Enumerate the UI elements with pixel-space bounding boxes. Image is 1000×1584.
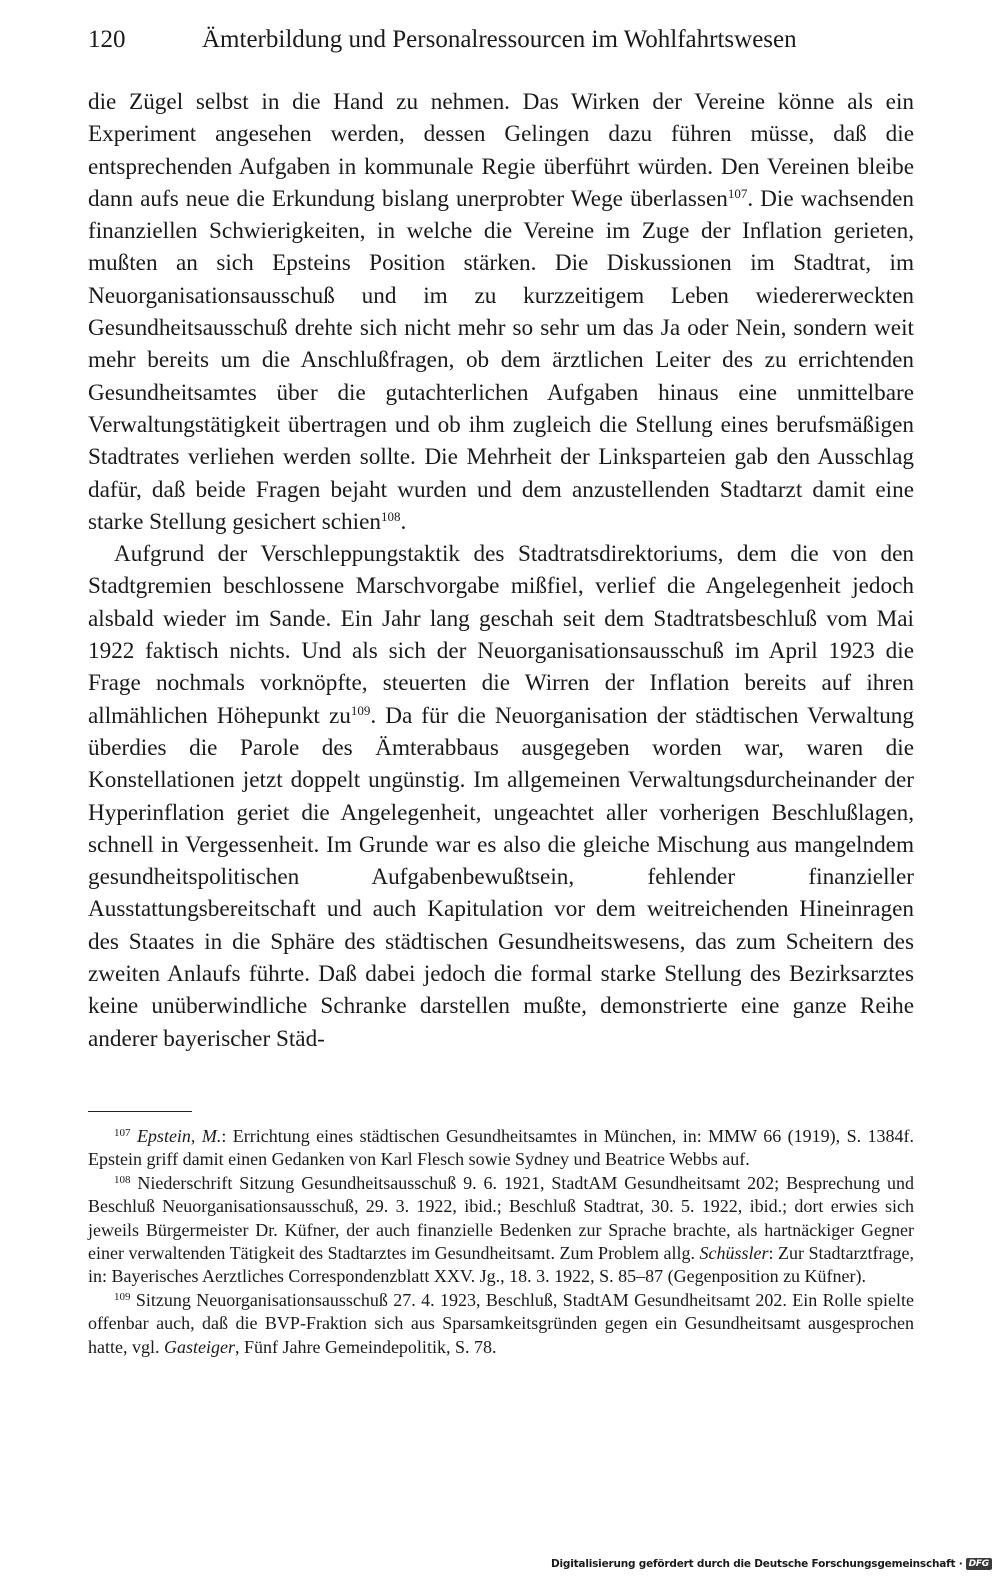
body-text (88, 86, 914, 1055)
paragraph-2-text-b: . Da für die Neuorganisation der städtischen Verwaltung überdies die Parole des Ämterabbaus ausgegeben worden war, waren die Konstellationen jetzt doppelt ungünstig. Im allgemeinen Verwaltungsdurcheinander der Hyperinflation geriet die Angelegenheit, ungeachtet aller vorherigen Beschlußlagen, schnell in Vergessenheit. Im Grunde war es also die gleiche Mischung aus mangelndem gesundheitspolitischen Aufgabenbewußtsein, fehlender finanzieller Ausstattungsbereitschaft und auch Kapitulation vor dem weitreichenden Hineinragen des Staates in die Sphäre des städtischen Gesundheitswesens, das zum Scheitern des zweiten Anlaufs führte. Daß dabei jedoch die formal starke Stellung des Bezirksarztes keine unüberwindliche Schranke darstellen mußte, demonstrierte eine ganze Reihe anderer bayerischer Städ- (88, 702, 914, 1052)
dfg-logo: DFG (966, 1558, 992, 1570)
footnote-text: , Fünf Jahre Gemeindepolitik, S. 78. (234, 1336, 497, 1357)
footnote-number: 109 (114, 1290, 131, 1303)
footnote-text: : Zur Stadtarztfrage, in: Bayerisches Aerztliches Correspondenzblatt XXV. Jg., 18. 3. 1922, S. 85–87 (Gegenposition zu Küfner). (88, 1243, 914, 1287)
credit-text: Digitalisierung gefördert durch die Deutsche Forschungsgemeinschaft · (550, 1558, 963, 1570)
footnote-number: 107 (114, 1127, 131, 1139)
footnote-108 (88, 1172, 914, 1289)
paragraph-1 (88, 86, 914, 538)
paragraph-1-text-c: . (400, 508, 407, 535)
running-header (88, 22, 914, 58)
running-title: Ämterbildung und Personalressourcen im Wohlfahrtswesen (202, 26, 797, 53)
footnote-number: 108 (114, 1173, 131, 1186)
page-number: 120 (88, 26, 126, 53)
paragraph-1-text-a: die Zügel selbst in die Hand zu nehmen. Das Wirken der Vereine könne als ein Experiment angesehen werden, dessen Gelingen dazu führen müsse, daß die entsprechenden Aufgaben in kommunale Regie überführt würden. Den Vereinen bleibe dann aufs neue die Erkundung bislang unerprobter Wege überlassen (88, 89, 914, 212)
footnote-text: Sitzung Neuorganisationsausschuß 27. 4. 1923, Beschluß, StadtAM Gesundheitsamt 202. Ein Rolle spielte offenbar auch, daß die BVP-Fraktion sich aus Sparsamkeitsgründen gegen ein Gesundheitsamt ausgesprochen hatte, vgl. (88, 1289, 914, 1357)
footnotes (88, 1125, 914, 1359)
paragraph-1-text-b: . Die wachsenden finanziellen Schwierigkeiten, in welche die Vereine im Zuge der Inflation gerieten, mußten an sich Epsteins Position stärken. Die Diskussionen im Stadtrat, im Neuorganisationsausschuß und im zu kurzzeitigem Leben wiedererweckten Gesundheitsausschuß drehte sich nicht mehr so sehr um das Ja oder Nein, sondern weit mehr bereits um die Anschlußfragen, ob dem ärztlichen Leiter des zu errichtenden Gesundheitsamtes über die gutachterlichen Aufgaben hinaus eine unmittelbare Verwaltungstätigkeit übertragen und ob ihm zugleich die Stellung eines berufsmäßigen Stadtrates verliehen werden sollte. Die Mehrheit der Linksparteien gab den Ausschlag dafür, daß beide Fragen bejaht wurden und dem anzustellenden Stadtarzt damit eine starke Stellung gesichert schien (88, 185, 914, 535)
footnote-author: Schüssler (699, 1243, 769, 1264)
paragraph-2-text-a: Aufgrund der Verschleppungstaktik des Stadtratsdirektoriums, dem die von den Stadtgremien beschlossene Marschvorgabe mißfiel, verlief die Angelegenheit jedoch alsbald wieder im Sande. Ein Jahr lang geschah seit dem Stadtratsbeschluß vom Mai 1922 faktisch nichts. Und als sich der Neuorganisationsausschuß im April 1923 die Frage nochmals vorknöpfte, steuerten die Wirren der Inflation bereits auf ihren allmählichen Höhepunkt zu (88, 541, 914, 729)
footnote-ref-108[interactable]: 108 (380, 508, 401, 524)
footnote-text: Niederschrift Sitzung Gesundheitsausschuß 9. 6. 1921, StadtAM Gesundheitsamt 202; Besprechung und Beschluß Neuorganisationsausschuß, 29. 3. 1922, ibid.; Beschluß Stadtrat, 30. 5. 1922, ibid.; dort erwies sich jeweils Bürgermeister Dr. Küfner, der auch finanzielle Bedenken zur Sprache brachte, als hartnäckiger Gegner einer verwaltenden Tätigkeit des Stadtarztes im Gesundheitsamt. Zum Problem allg. (88, 1172, 914, 1264)
digitization-credit (551, 1555, 992, 1573)
footnote-author: Gasteiger (163, 1336, 235, 1357)
footnote-author: Epstein, M. (136, 1126, 222, 1146)
footnote-divider (88, 1111, 192, 1112)
footnote-ref-109[interactable]: 109 (350, 702, 371, 718)
footnote-text: : Errichtung eines städtischen Gesundheitsamtes in München, in: MMW 66 (1919), S. 1384f. Epstein griff damit einen Gedanken von Karl Flesch sowie Sydney und Beatrice Webbs auf. (88, 1126, 915, 1170)
footnote-107 (88, 1125, 914, 1172)
footnote-ref-107[interactable]: 107 (727, 185, 748, 201)
footnote-109 (88, 1289, 914, 1359)
paragraph-2 (88, 538, 914, 1055)
